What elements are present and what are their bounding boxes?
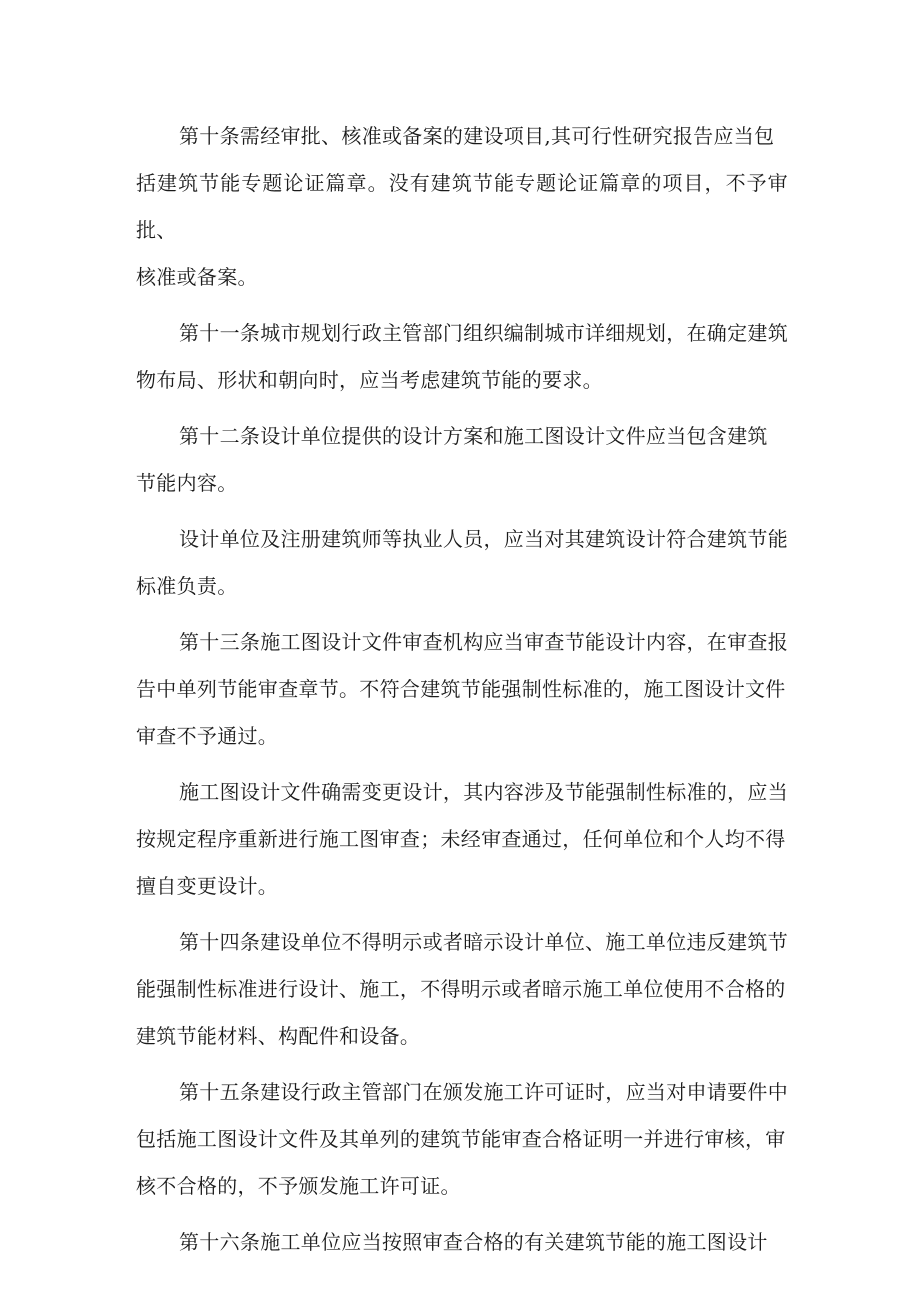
paragraph-article-13 (136, 619, 788, 760)
text-line: 第十六条施工单位应当按照审查合格的有关建筑节能的施工图设计 (179, 1230, 768, 1254)
text-line: 物布局、形状和朝向时，应当考虑建筑节能的要求。 (136, 368, 603, 392)
text-line: 节能内容。 (136, 471, 238, 495)
text-line: 第十二条设计单位提供的设计方案和施工图设计文件应当包含建筑 (179, 424, 768, 448)
paragraph-article-14 (136, 919, 788, 1060)
paragraph-article-12 (136, 413, 788, 507)
document-body (136, 113, 788, 1275)
text-line: 核准或备案。 (136, 265, 258, 289)
text-line: 擅自变更设计。 (136, 874, 279, 898)
text-line: 设计单位及注册建筑师等执业人员，应当对其建筑设计符合建筑节能 (179, 527, 788, 551)
text-line: 按规定程序重新进行施工图审查；未经审查通过，任何单位和个人均不得 (136, 827, 786, 851)
text-line: 括建筑节能专题论证篇章。没有建筑节能专题论证篇章的项目，不予审批、 (136, 171, 788, 242)
paragraph-article-13-changes (136, 769, 788, 910)
text-line: 核不合格的，不予颁发施工许可证。 (136, 1174, 461, 1198)
text-line: 施工图设计文件确需变更设计，其内容涉及节能强制性标准的，应当 (179, 780, 788, 804)
paragraph-article-12-designers (136, 516, 788, 610)
text-line: 第十条需经审批、核准或备案的建设项目,其可行性研究报告应当包 (179, 124, 775, 148)
text-line: 标准负责。 (136, 574, 238, 598)
text-line: 第十五条建设行政主管部门在颁发施工许可证时，应当对申请要件中 (179, 1080, 788, 1104)
text-line: 审查不予通过。 (136, 724, 279, 748)
text-line: 第十四条建设单位不得明示或者暗示设计单位、施工单位违反建筑节 (179, 930, 788, 954)
text-line: 第十一条城市规划行政主管部门组织编制城市详细规划，在确定建筑 (179, 321, 788, 345)
paragraph-article-10 (136, 113, 788, 301)
paragraph-article-16 (136, 1219, 788, 1266)
text-line: 建筑节能材料、构配件和设备。 (136, 1024, 421, 1048)
text-line: 包括施工图设计文件及其单列的建筑节能审查合格证明一并进行审核，审 (136, 1127, 786, 1151)
text-line: 能强制性标准进行设计、施工，不得明示或者暗示施工单位使用不合格的 (136, 977, 786, 1001)
text-line: 告中单列节能审查章节。不符合建筑节能强制性标准的，施工图设计文件 (136, 677, 786, 701)
paragraph-article-11 (136, 310, 788, 404)
text-line: 第十三条施工图设计文件审查机构应当审查节能设计内容，在审查报 (179, 630, 788, 654)
paragraph-article-15 (136, 1069, 788, 1210)
